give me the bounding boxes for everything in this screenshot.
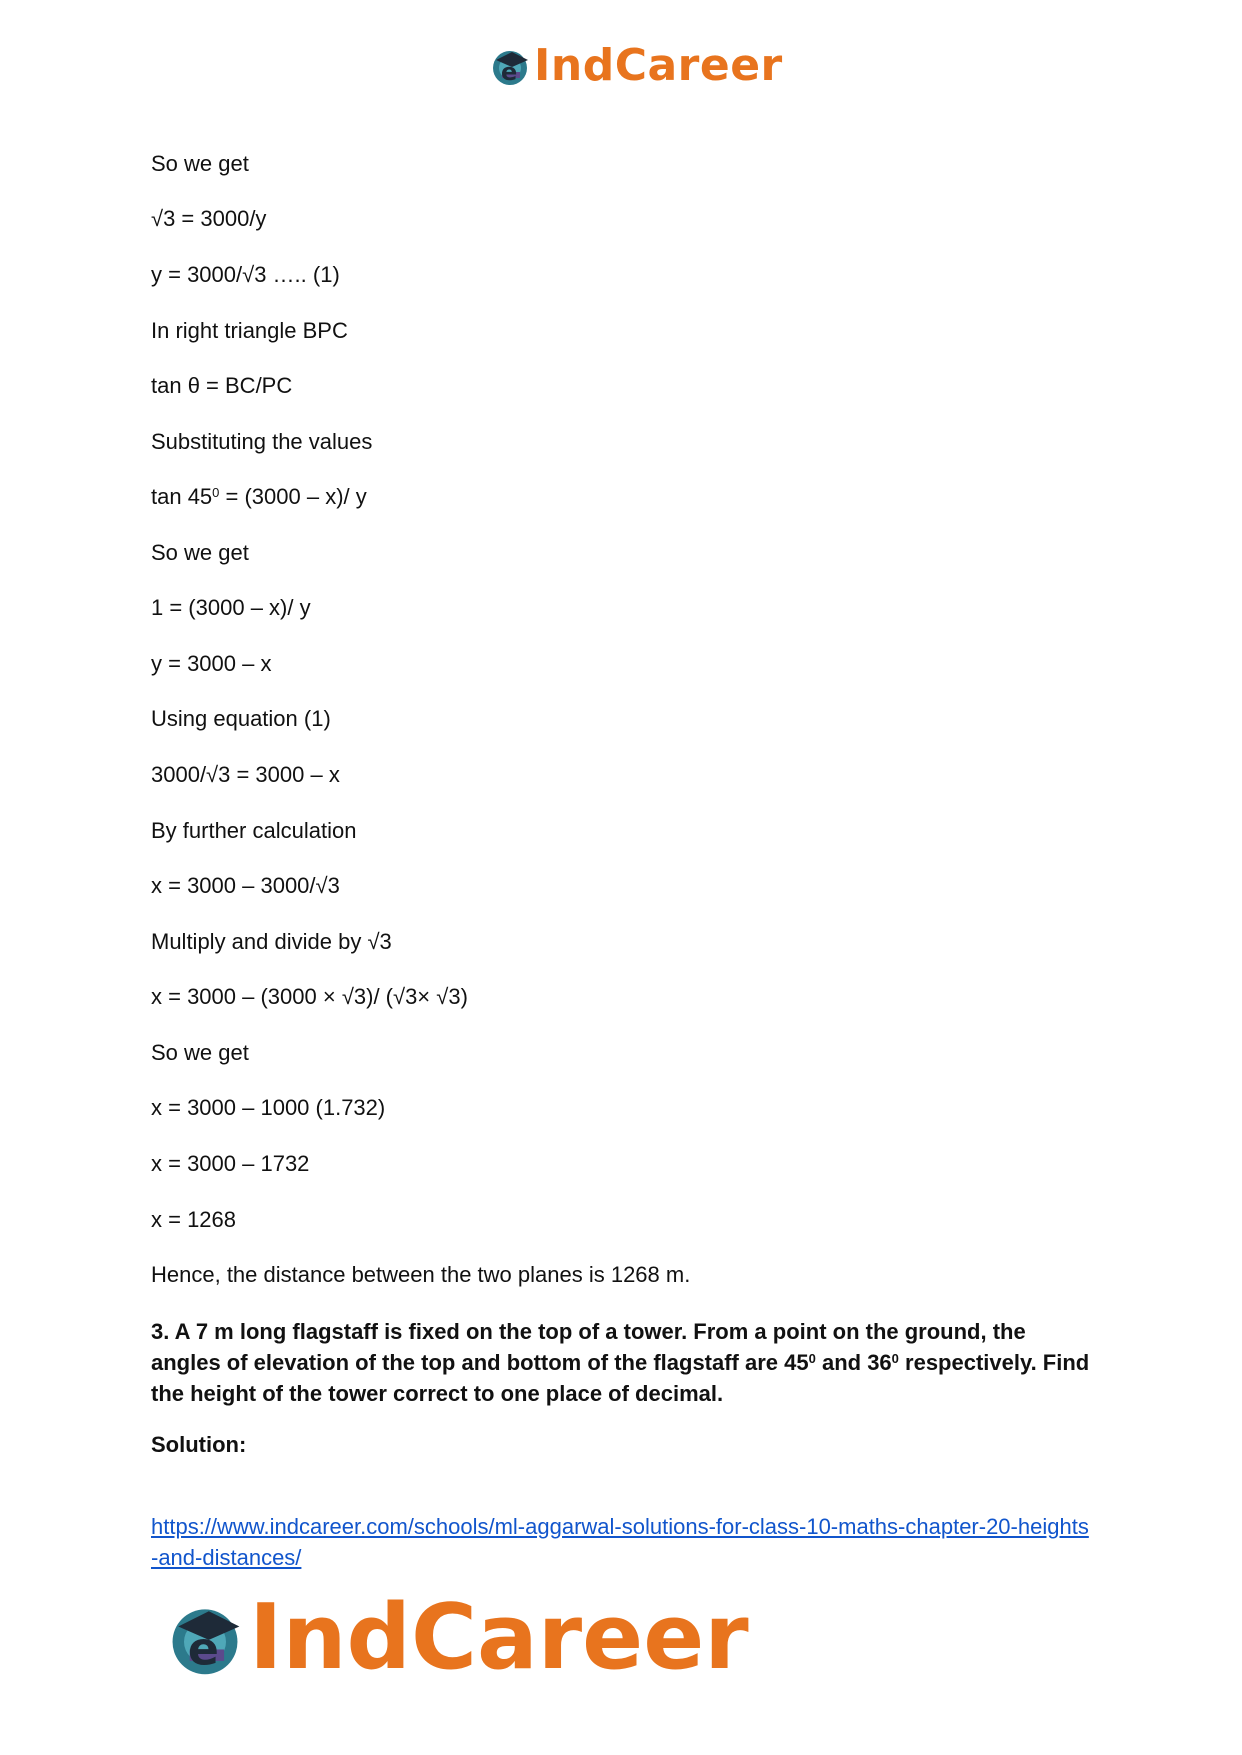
- text-line: Using equation (1): [151, 706, 331, 731]
- svg-text:e: e: [501, 57, 518, 86]
- text-line: tan θ = BC/PC: [151, 373, 293, 398]
- text-line: 3000/√3 = 3000 – x: [151, 762, 340, 787]
- svg-text:e: e: [187, 1621, 219, 1676]
- text-line: So we get: [151, 540, 249, 565]
- text-line: y = 3000/√3 ….. (1): [151, 262, 340, 287]
- text-line: In right triangle BPC: [151, 318, 348, 343]
- header-logo: [488, 40, 783, 91]
- text-line: x = 1268: [151, 1207, 237, 1232]
- text-line: Substituting the values: [151, 429, 373, 454]
- question-3: 3. A 7 m long flagstaff is fixed on the top of a tower. From a point on the ground, the angles of elevation of the top and bottom of the flagstaff are $45^0$ and $36^0$ respectively. Find the height of the tower correct to one place of decimal.: [151, 1319, 1090, 1406]
- text-line: So we get: [151, 1040, 249, 1065]
- text-line: x = 3000 – 1000 (1.732): [151, 1095, 386, 1120]
- text-line-tan45: $\tan 45^0 = (3000 - x)/$ y: [151, 484, 367, 509]
- text-line: Multiply and divide by √3: [151, 929, 392, 954]
- footer-logo: [163, 1585, 749, 1690]
- text-line: x = 3000 – (3000 × √3)/ (√3× √3): [151, 984, 468, 1009]
- graduation-cap-icon: [488, 44, 532, 88]
- text-line: y = 3000 – x: [151, 651, 272, 676]
- text-line: So we get: [151, 151, 249, 176]
- graduation-cap-icon: [163, 1596, 247, 1680]
- solution-label: Solution:: [151, 1432, 247, 1457]
- text-line: x = 3000 – 3000/√3: [151, 873, 340, 898]
- brand-wordmark: IndCareer: [249, 1585, 749, 1690]
- source-link[interactable]: https://www.indcareer.com/schools/ml-aggarwal-solutions-for-class-10-maths-chapter-20-heights-and-distances/: [151, 1514, 1089, 1570]
- brand-wordmark: IndCareer: [534, 40, 783, 91]
- text-line: Hence, the distance between the two planes is 1268 m.: [151, 1262, 691, 1287]
- text-line: 1 = (3000 – x)/ y: [151, 595, 311, 620]
- text-line: x = 3000 – 1732: [151, 1151, 310, 1176]
- text-line: By further calculation: [151, 818, 357, 843]
- text-line: √3 = 3000/y: [151, 206, 267, 231]
